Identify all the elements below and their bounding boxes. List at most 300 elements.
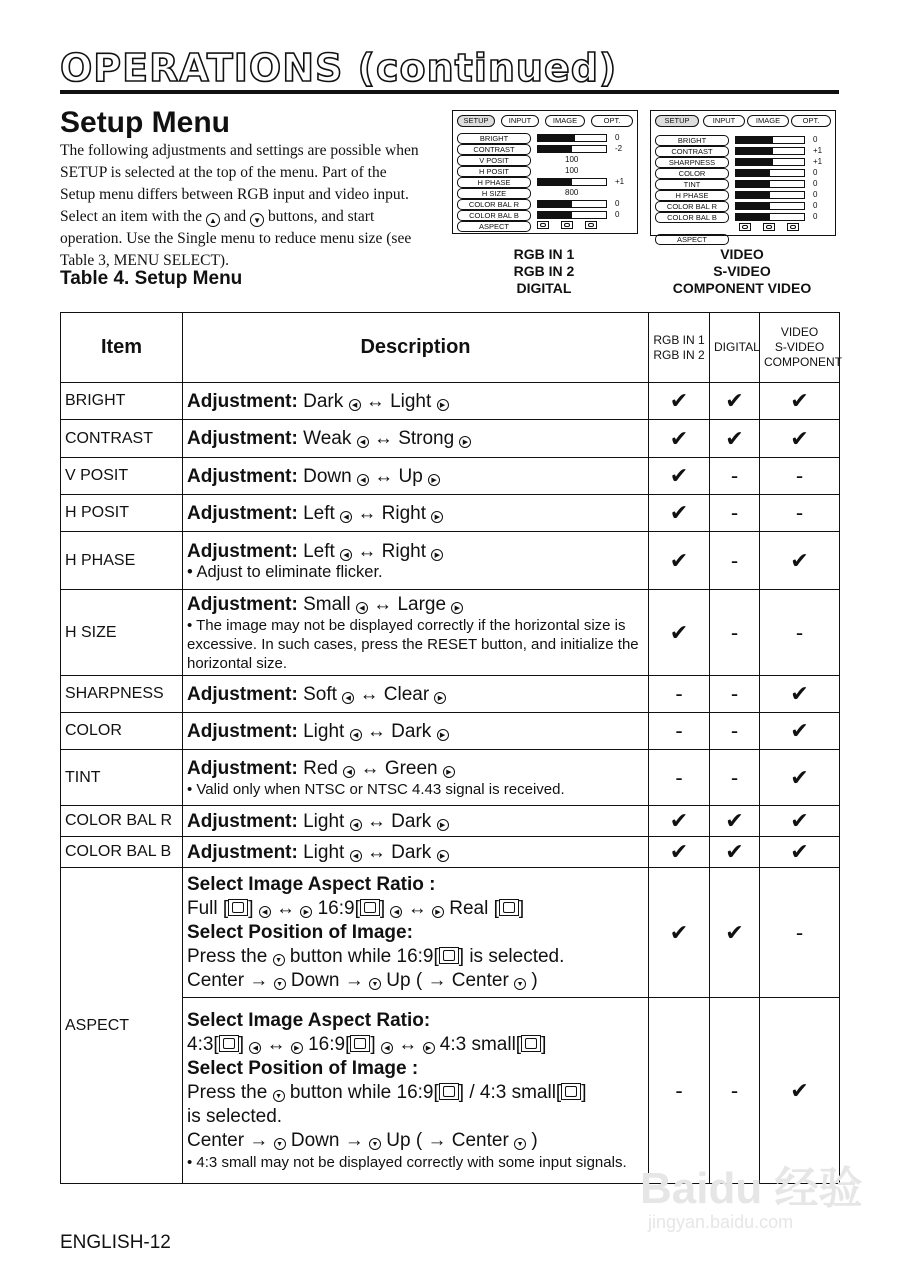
mark-rgb: ✔ (649, 383, 710, 420)
osd-aspect-row (457, 221, 641, 231)
aspect-icon (763, 223, 775, 231)
left-button-icon: ◀ (350, 850, 362, 862)
osd-row-label: COLOR BAL R (457, 199, 531, 210)
adjust-high-label: Up (398, 465, 423, 487)
osd-row-label: H PHASE (457, 177, 531, 188)
table-row-aspect-1 (61, 868, 840, 998)
osd-row-label: SHARPNESS (655, 157, 729, 168)
osd-row (655, 135, 839, 145)
adjustment-label: Adjustment: (187, 720, 298, 742)
center-label: Center (187, 969, 245, 991)
osd-row (457, 155, 641, 165)
desc-cell: Adjustment: Dark ◀ ↔ Light ▶ (183, 383, 649, 420)
aspect-icon (537, 221, 549, 229)
osd-row (655, 223, 839, 233)
osd-row-label: CONTRAST (655, 146, 729, 157)
watermark-brand: Baidu 经验 (640, 1164, 863, 1213)
osd-row-label: BRIGHT (655, 135, 729, 146)
mark-video: ✔ (760, 998, 840, 1184)
table-row (61, 495, 840, 532)
osd-row (457, 177, 641, 187)
adjustment-label: Adjustment: (187, 465, 298, 487)
mark-vid: ✔ (760, 532, 840, 590)
osd-row (457, 210, 641, 220)
caption-line: DIGITAL (516, 280, 572, 296)
osd-level-bar (537, 134, 607, 142)
mark-rgb: ✔ (649, 868, 710, 998)
mark-dig: - (710, 750, 760, 806)
mark-dig: ✔ (710, 806, 760, 837)
adjust-high-label: Large (397, 593, 447, 615)
mark-video: - (760, 868, 840, 998)
up-label: Up ( (386, 969, 423, 991)
press-text: ] / 4:3 small[ (458, 1082, 562, 1103)
mark-rgb: - (649, 713, 710, 750)
left-button-icon: ◀ (259, 906, 271, 918)
item-cell: ASPECT (61, 868, 183, 1184)
caption-line: VIDEO (720, 246, 764, 262)
osd-row (457, 133, 641, 143)
item-cell: TINT (61, 750, 183, 806)
down-button-icon: ▼ (369, 1138, 381, 1150)
osd-row (457, 144, 641, 154)
osd-row-label: COLOR BAL B (457, 210, 531, 221)
down-label: Down (290, 1130, 340, 1151)
adjust-low-label: Weak (303, 428, 352, 449)
right-button-icon: ▶ (431, 511, 443, 523)
adjustment-label: Adjustment: (187, 428, 298, 449)
item-cell: V POSIT (61, 458, 183, 495)
mark-rgb: - (649, 998, 710, 1184)
osd-row-label: H POSIT (457, 166, 531, 177)
right-button-icon: ▶ (428, 474, 440, 486)
osd-row-label: H SIZE (457, 188, 531, 199)
right-button-icon: ▶ (423, 1042, 435, 1054)
desc-cell: Adjustment: Light ◀ ↔ Dark ▶ (183, 806, 649, 837)
osd-level-fill (736, 203, 770, 209)
adjust-high-label: Green (384, 757, 438, 779)
position-heading: Select Position of Image: (187, 921, 413, 943)
aspect-note: • 4:3 small may not be displayed correctly with some input signals. (187, 1154, 627, 1171)
table-row (61, 532, 840, 590)
header-video-line: COMPONENT (764, 355, 842, 369)
left-button-icon: ◀ (350, 819, 362, 831)
table-row (61, 458, 840, 495)
osd-level-fill (538, 212, 572, 218)
osd-caption-rgb (494, 246, 594, 297)
desc-cell: Adjustment: Red ◀ ↔ Green ▶ • Valid only when NTSC or NTSC 4.43 signal is received. (183, 750, 649, 806)
osd-row (655, 146, 839, 156)
aspect-real-label: Real [ (449, 897, 499, 919)
close-paren: ) (531, 969, 538, 991)
desc-cell: Adjustment: Down ◀ ↔ Up ▶ (183, 458, 649, 495)
mark-vid: ✔ (760, 420, 840, 458)
osd-row (457, 188, 641, 198)
aspect-small-label: 4:3 small[ (439, 1034, 522, 1055)
desc-cell: Adjustment: Small ◀ ↔ Large ▶ • The image may not be displayed correctly if the horizontal size is excessive. In such cases, press the RESET button, and initialize the horizontal size. (183, 590, 649, 676)
mark-rgb: ✔ (649, 837, 710, 868)
mark-vid: ✔ (760, 383, 840, 420)
caption-line: S-VIDEO (713, 263, 771, 279)
osd-menu-video (650, 110, 836, 244)
osd-level-fill (538, 179, 572, 185)
adjustment-label: Adjustment: (187, 757, 298, 779)
left-button-icon: ◀ (343, 766, 355, 778)
table-row (61, 750, 840, 806)
desc-cell: Select Image Aspect Ratio: 4:3[ ] ◀ ↔ ▶ 16:9[ ] ◀ ↔ ▶ 4:3 small[ ] Select Position of Image : Press the ▼ button while 16:9[ ] / 4:3 small[ ] is selected. Center → ▼ Down → ▼ Up ( → Center ▼ ) • 4:3 small may not be displayed correctly with some input signals. (183, 998, 649, 1184)
aspect-icon (787, 223, 799, 231)
caption-line: COMPONENT VIDEO (672, 280, 812, 296)
aspect-169-label: 16:9[ (317, 897, 360, 919)
table-row (61, 806, 840, 837)
osd-row-number: 100 (565, 155, 579, 164)
aspect-169-label: 16:9[ (308, 1034, 351, 1055)
osd-tab-input: INPUT (703, 115, 745, 127)
osd-row-label: TINT (655, 179, 729, 190)
wide-aspect-icon (439, 1083, 459, 1100)
adjust-low-label: Left (303, 502, 335, 524)
adjust-low-label: Red (303, 757, 338, 779)
header-rule (60, 90, 839, 94)
item-cell: H SIZE (61, 590, 183, 676)
osd-level-fill (538, 146, 572, 152)
right-button-icon: ▶ (437, 819, 449, 831)
down-button-icon: ▼ (273, 1090, 285, 1102)
adjustment-label: Adjustment: (187, 502, 298, 524)
adjust-high-label: Right (381, 502, 427, 524)
table-row (61, 590, 840, 676)
down-button-icon: ▼ (514, 978, 526, 990)
mark-vid: ✔ (760, 806, 840, 837)
down-button-icon: ▼ (369, 978, 381, 990)
desc-cell: Adjustment: Weak ◀ ↔ Strong ▶ (183, 420, 649, 458)
mark-dig: - (710, 676, 760, 713)
up-label: Up ( (386, 1130, 423, 1151)
desc-note: • Valid only when NTSC or NTSC 4.43 signal is received. (187, 780, 565, 798)
desc-cell: Adjustment: Left ◀ ↔ Right ▶ • Adjust to eliminate flicker. (183, 532, 649, 590)
press-text: button while 16:9[ (289, 1082, 439, 1103)
left-button-icon: ◀ (357, 436, 369, 448)
table-header-row (61, 313, 840, 383)
section-title: Setup Menu (60, 106, 230, 139)
osd-row-value: -2 (615, 144, 623, 153)
osd-aspect-icons (739, 223, 811, 233)
osd-row-label: ASPECT (457, 221, 531, 232)
desc-cell: Adjustment: Light ◀ ↔ Dark ▶ (183, 713, 649, 750)
osd-tab-setup: SETUP (655, 115, 699, 127)
adjust-high-label: Dark (391, 720, 432, 742)
header-rgb-line: RGB IN 2 (653, 347, 705, 362)
item-cell: COLOR (61, 713, 183, 750)
osd-tab-image: IMAGE (747, 115, 789, 127)
osd-level-fill (538, 135, 575, 141)
right-button-icon: ▶ (300, 906, 312, 918)
osd-row (655, 157, 839, 167)
desc-cell: Adjustment: Left ◀ ↔ Right ▶ (183, 495, 649, 532)
press-text: ] (581, 1082, 587, 1103)
osd-level-fill (736, 214, 770, 220)
close-paren: ) (531, 1130, 538, 1151)
adjust-low-label: Small (303, 593, 351, 615)
item-cell: CONTRAST (61, 420, 183, 458)
osd-row-label: BRIGHT (457, 133, 531, 144)
adjust-high-label: Dark (391, 841, 432, 863)
aspect-43-label: 4:3[ (187, 1034, 219, 1055)
osd-level-bar (735, 147, 805, 155)
item-cell: SHARPNESS (61, 676, 183, 713)
down-button-icon: ▼ (274, 978, 286, 990)
right-button-icon: ▶ (459, 436, 471, 448)
osd-tab-image: IMAGE (545, 115, 585, 127)
left-button-icon: ◀ (342, 692, 354, 704)
left-button-icon: ◀ (340, 549, 352, 561)
mark-dig: - (710, 532, 760, 590)
page-header-title: OPERATIONS (continued) (60, 46, 618, 90)
osd-level-bar (537, 145, 607, 153)
wide-aspect-icon (439, 947, 459, 964)
osd-tab-opt: OPT. (791, 115, 831, 127)
up-button-icon: ▲ (206, 213, 220, 227)
osd-tab-setup: SETUP (457, 115, 495, 127)
adjust-high-label: Strong (398, 428, 455, 449)
adjustment-label: Adjustment: (187, 593, 298, 615)
osd-tab-input: INPUT (501, 115, 539, 127)
osd-row-label: H PHASE (655, 190, 729, 201)
adjust-high-label: Dark (391, 810, 432, 832)
left-button-icon: ◀ (381, 1042, 393, 1054)
osd-level-fill (736, 137, 773, 143)
intro-text-1: The following adjustments and settings are possible when SETUP is selected at the top of the menu. Part of the Setup menu differs between RGB input and video input. Select an item with the (60, 142, 419, 225)
mark-vid: - (760, 495, 840, 532)
header-digital: DIGITAL (710, 313, 760, 383)
mark-digital: - (710, 998, 760, 1184)
osd-row-value: 0 (813, 190, 818, 199)
press-text: button while 16:9[ (289, 945, 439, 967)
aspect-icon (585, 221, 597, 229)
mark-dig: - (710, 458, 760, 495)
osd-row-number: 800 (565, 188, 579, 197)
down-button-icon: ▼ (250, 213, 264, 227)
adjust-low-label: Soft (303, 683, 337, 705)
selected-text: is selected. (187, 1106, 283, 1127)
aspect-icon (739, 223, 751, 231)
aspect-icon (561, 221, 573, 229)
right-button-icon: ▶ (431, 549, 443, 561)
mark-dig: - (710, 590, 760, 676)
osd-level-bar (735, 136, 805, 144)
osd-row-value: +1 (813, 157, 823, 166)
osd-aspect-icons (537, 221, 609, 231)
osd-row (655, 212, 839, 222)
adjustment-label: Adjustment: (187, 841, 298, 863)
right-button-icon: ▶ (437, 729, 449, 741)
wide-aspect-icon (360, 899, 380, 916)
adjustment-label: Adjustment: (187, 683, 298, 705)
right-button-icon: ▶ (432, 906, 444, 918)
osd-row-label: COLOR BAL R (655, 201, 729, 212)
center-label: Center (451, 969, 509, 991)
osd-level-bar (537, 178, 607, 186)
osd-level-fill (736, 192, 770, 198)
mark-rgb: ✔ (649, 458, 710, 495)
osd-row (655, 234, 839, 244)
osd-tab-opt: OPT. (591, 115, 633, 127)
osd-level-fill (736, 148, 773, 154)
osd-row (655, 201, 839, 211)
adjust-low-label: Light (303, 841, 345, 863)
adjustment-label: Adjustment: (187, 540, 298, 562)
left-button-icon: ◀ (356, 602, 368, 614)
osd-level-bar (735, 213, 805, 221)
osd-level-bar (537, 211, 607, 219)
osd-level-fill (736, 159, 773, 165)
left-button-icon: ◀ (357, 474, 369, 486)
osd-row (655, 190, 839, 200)
osd-level-fill (736, 170, 770, 176)
adjust-high-label: Light (390, 390, 432, 412)
table-row (61, 420, 840, 458)
osd-row-label: V POSIT (457, 155, 531, 166)
left-button-icon: ◀ (249, 1042, 261, 1054)
header-rgb-line: RGB IN 1 (653, 332, 705, 347)
header-video-line: S-VIDEO (774, 340, 825, 354)
desc-cell: Select Image Aspect Ratio : Full [ ] ◀ ↔ ▶ 16:9[ ] ◀ ↔ ▶ Real [ ] Select Position of Image: Press the ▼ button while 16:9[ ] is selected. Center → ▼ Down → ▼ Up ( → Center ▼ ) (183, 868, 649, 998)
right-button-icon: ▶ (434, 692, 446, 704)
adjust-low-label: Left (303, 540, 335, 562)
right-button-icon: ▶ (443, 766, 455, 778)
osd-level-bar (735, 158, 805, 166)
desc-note: • Adjust to eliminate flicker. (187, 562, 383, 581)
down-button-icon: ▼ (273, 954, 285, 966)
mark-vid: ✔ (760, 750, 840, 806)
mark-vid: - (760, 458, 840, 495)
header-rgb (649, 313, 710, 383)
mark-digital: ✔ (710, 868, 760, 998)
down-button-icon: ▼ (514, 1138, 526, 1150)
down-button-icon: ▼ (274, 1138, 286, 1150)
mark-vid: - (760, 590, 840, 676)
osd-row-value: 0 (615, 133, 620, 142)
down-label: Down (290, 969, 340, 991)
caption-line: RGB IN 2 (513, 263, 575, 279)
left-button-icon: ◀ (350, 729, 362, 741)
press-text: Press the (187, 945, 268, 967)
mark-vid: ✔ (760, 837, 840, 868)
osd-row-value: 0 (813, 201, 818, 210)
item-cell: H POSIT (61, 495, 183, 532)
mark-rgb: ✔ (649, 806, 710, 837)
osd-row-value: 0 (813, 135, 818, 144)
adjust-low-label: Down (303, 465, 352, 487)
adjust-high-label: Clear (383, 683, 430, 705)
osd-row-number: 100 (565, 166, 579, 175)
normal-aspect-icon (219, 1035, 239, 1052)
mark-rgb: - (649, 676, 710, 713)
adjust-low-label: Light (303, 810, 345, 832)
press-text: ] is selected. (458, 945, 565, 967)
setup-menu-table (60, 312, 840, 1184)
table-row (61, 837, 840, 868)
center-label: Center (187, 1130, 245, 1151)
table-row (61, 383, 840, 420)
mark-dig: ✔ (710, 383, 760, 420)
osd-row-value: +1 (615, 177, 625, 186)
table-row (61, 676, 840, 713)
adjustment-label: Adjustment: (187, 390, 298, 412)
full-aspect-icon (228, 899, 248, 916)
position-heading: Select Position of Image : (187, 1058, 419, 1079)
adjust-low-label: Dark (303, 390, 344, 412)
wide-aspect-icon (350, 1035, 370, 1052)
mark-vid: ✔ (760, 676, 840, 713)
osd-row-value: 0 (615, 210, 620, 219)
osd-caption-video (662, 246, 822, 297)
left-button-icon: ◀ (390, 906, 402, 918)
aspect-heading: Select Image Aspect Ratio : (187, 873, 436, 895)
desc-note: • The image may not be displayed correctly if the horizontal size is excessive. In such cases, press the RESET button, and initialize the horizontal size. (187, 616, 639, 672)
watermark-url: jingyan.baidu.com (648, 1212, 794, 1232)
item-cell: BRIGHT (61, 383, 183, 420)
caption-line: RGB IN 1 (513, 246, 575, 262)
right-button-icon: ▶ (437, 399, 449, 411)
header-description: Description (183, 313, 649, 383)
osd-row-value: 0 (615, 199, 620, 208)
osd-menu-rgb (452, 110, 638, 234)
left-button-icon: ◀ (340, 511, 352, 523)
aspect-heading: Select Image Aspect Ratio: (187, 1010, 431, 1031)
right-button-icon: ▶ (437, 850, 449, 862)
intro-text-2: buttons, and start operation. Use the Single menu to reduce menu size (see Table 3, MENU SELECT). (60, 208, 412, 269)
right-button-icon: ▶ (291, 1042, 303, 1054)
table-title: Table 4. Setup Menu (60, 268, 243, 289)
osd-row (457, 166, 641, 176)
desc-cell: Adjustment: Soft ◀ ↔ Clear ▶ (183, 676, 649, 713)
header-video (760, 313, 840, 383)
aspect-full-label: Full [ (187, 897, 229, 919)
osd-level-bar (735, 180, 805, 188)
left-button-icon: ◀ (349, 399, 361, 411)
desc-cell: Adjustment: Light ◀ ↔ Dark ▶ (183, 837, 649, 868)
osd-row-value: 0 (813, 168, 818, 177)
mark-vid: ✔ (760, 713, 840, 750)
small-aspect-icon (561, 1083, 581, 1100)
adjust-high-label: Right (381, 540, 427, 562)
osd-row-value: +1 (813, 146, 823, 155)
header-item: Item (61, 313, 183, 383)
osd-level-bar (735, 191, 805, 199)
table-row (61, 713, 840, 750)
page-number: ENGLISH-12 (60, 1232, 171, 1253)
mark-rgb: ✔ (649, 532, 710, 590)
mark-rgb: ✔ (649, 590, 710, 676)
osd-level-bar (735, 169, 805, 177)
osd-row (655, 168, 839, 178)
small-aspect-icon (521, 1035, 541, 1052)
mark-rgb: ✔ (649, 495, 710, 532)
mark-dig: - (710, 495, 760, 532)
osd-level-bar (537, 200, 607, 208)
osd-row-value: 0 (813, 212, 818, 221)
intro-and: and (223, 208, 247, 225)
mark-dig: - (710, 713, 760, 750)
osd-row (655, 179, 839, 189)
osd-row-label: CONTRAST (457, 144, 531, 155)
adjustment-label: Adjustment: (187, 810, 298, 832)
mark-dig: ✔ (710, 837, 760, 868)
adjust-low-label: Light (303, 720, 345, 742)
intro-paragraph (60, 140, 422, 272)
header-video-line: VIDEO (780, 325, 819, 339)
